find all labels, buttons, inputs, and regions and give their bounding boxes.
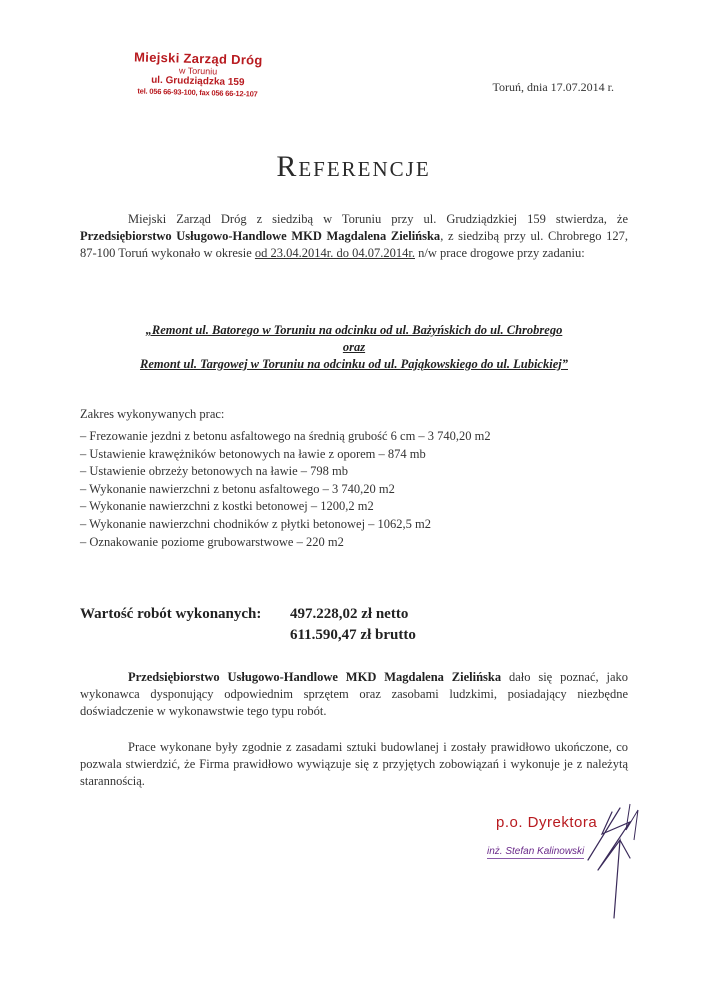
value-netto: 497.228,02 zł netto [290,606,409,622]
scope-heading: Zakres wykonywanych prac: [80,407,225,421]
scope-list [80,428,491,551]
works-value [80,604,416,646]
work-period: od 23.04.2014r. do 04.07.2014r. [254,246,415,260]
intro-text [80,211,628,262]
project-title [80,322,628,373]
place-date: Toruń, dnia 17.07.2014 r. [492,80,614,94]
scope-item: – Ustawienie krawężników betonowych na ławie z oporem – 874 mb [80,446,426,461]
contractor-name: Przedsiębiorstwo Usługowo-Handlowe MKD Magdalena Zielińska [80,229,441,243]
value-brutto: 611.590,47 zł brutto [290,627,416,643]
value-row-brutto [80,625,416,646]
scope-item: – Frezowanie jezdni z betonu asfaltowego na średnią grubość 6 cm – 3 740,20 m2 [80,429,491,443]
project-line-3: Remont ul. Targowej w Toruniu na odcinku od ul. Pająkowskiego do ul. Lubickiej” [140,357,568,371]
contractor-name-closing: Przedsiębiorstwo Usługowo-Handlowe MKD Magdalena Zielińska [128,670,502,684]
closing-p1-text: dało się poznać, jako wykonawca dysponujący odpowiednim sprzętem oraz zasobami ludzkimi, posiadający niezbędne doświadczenie w wykonawstwie tego typu robót. [80,670,628,718]
closing-paragraph-1 [80,669,628,720]
signatory-name: inż. Stefan Kalinowski [487,846,585,857]
closing-text-1 [80,669,628,720]
signature-block [470,800,670,920]
stamp-line-4: tel. 056 66-93-100, fax 056 66-12-107 [137,86,258,99]
scope-item: – Wykonanie nawierzchni z betonu asfaltowego – 3 740,20 m2 [80,481,395,496]
scope-item: – Wykonanie nawierzchni z kostki betonowej – 1200,2 m2 [80,499,374,514]
document-title: Referencje [276,150,431,183]
stamp-line-1: Miejski Zarząd Dróg [133,49,263,68]
value-label: Wartość robót wykonanych: [80,606,262,622]
closing-text-2: Prace wykonane były zgodnie z zasadami sztuki budowlanej i zostały prawidłowo ukończone, co pozwala stwierdzić, że Firma prawidłowo wywiązuje się z przyjętych zobowiązań i wykonuje je z należytą starannością. [80,740,628,788]
project-line-1: „Remont ul. Batorego w Toruniu na odcinku od ul. Bażyńskich do ul. Chrobrego [145,323,563,337]
stamp-line-3: ul. Grudziądzka 159 [151,74,245,89]
scope-item: – Oznakowanie poziome grubowarstwowe – 220 m2 [80,534,344,549]
scope-item: – Ustawienie obrzeży betonowych na ławie – 798 mb [80,464,348,479]
intro-part2: , z siedzibą przy ul. Chrobrego 127, 87-100 Toruń wykonało w okresie [80,229,628,260]
stamp-line-2: w Toruniu [178,65,218,77]
value-row-netto [80,604,409,625]
intro-part3: n/w prace drogowe przy zadaniu: [415,246,585,260]
closing-paragraph-2 [80,739,628,790]
issuer-stamp [127,49,268,100]
intro-part1: Miejski Zarząd Dróg z siedzibą w Toruniu przy ul. Grudziądzkiej 159 stwierdza, że [128,212,628,226]
scope-item: – Wykonanie nawierzchni chodników z płytki betonowej – 1062,5 m2 [80,516,432,531]
intro-paragraph [80,211,628,262]
project-line-2: oraz [342,340,366,354]
signatory-title: p.o. Dyrektora [496,814,598,831]
